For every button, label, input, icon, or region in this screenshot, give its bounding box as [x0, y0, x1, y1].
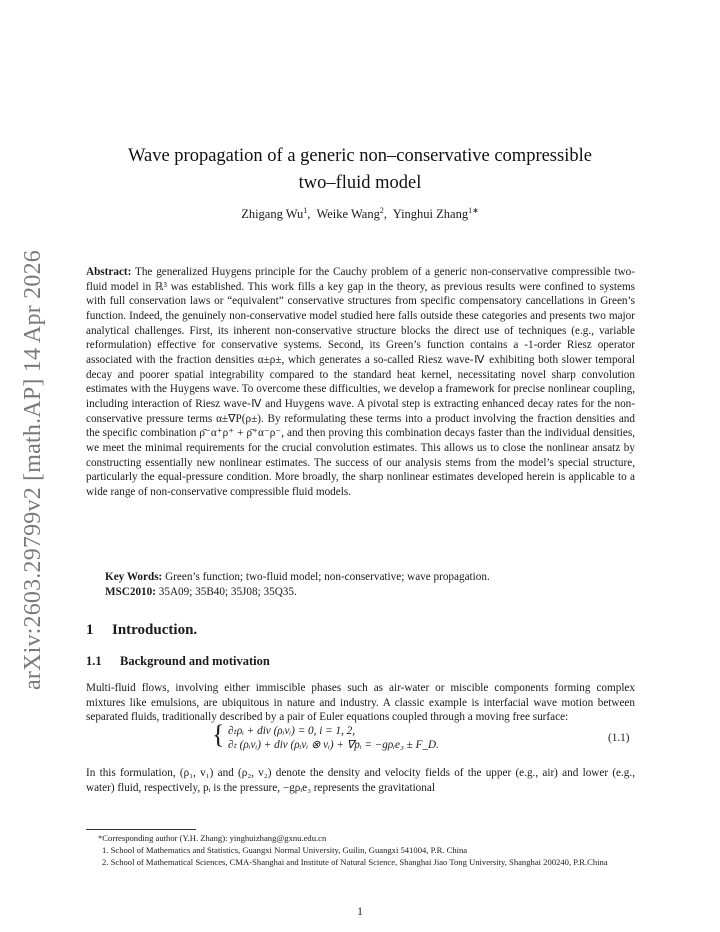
msc-label: MSC2010: — [105, 586, 156, 598]
arxiv-identifier-stamp: arXiv:2603.29799v2 [math.AP] 14 Apr 2026 — [20, 250, 46, 690]
keywords-line — [105, 571, 490, 583]
footnote-affiliation-2: 2. School of Mathematical Sciences, CMA-Shanghai and Institute of Natural Science, Shanghai Jiao Tong University, Shanghai 200240, P.R.China — [102, 857, 608, 867]
footnote-affiliation-1: 1. School of Mathematics and Statistics, Guangxi Normal University, Guilin, Guangxi 541004, P.R. China — [102, 845, 468, 855]
affiliation-mark: 1∗ — [468, 206, 479, 215]
footnote-corresponding-author: *Corresponding author (Y.H. Zhang): yinghuizhang@gxnu.edu.cn — [98, 833, 327, 843]
title-line-1: Wave propagation of a generic non–conservative compressible — [128, 146, 592, 166]
equation-number: (1.1) — [608, 732, 630, 744]
section-heading — [86, 622, 197, 639]
subsection-number: 1.1 — [86, 654, 102, 668]
body-paragraph-1: Multi-fluid flows, involving either immiscible phases such as air-water or miscible components forming complex mixtures like emulsions, are ubiquitous in nature and industry. A classic example is interfacial wave motion between separated fluids, traditionally described by a pair of Euler equations coupled through a moving free surface: — [86, 682, 635, 724]
author-list: Zhigang Wu$^1$, Weike Wang$^2$, Yinghui Zhang$^{1∗}$ — [241, 206, 479, 222]
footnote-rule — [86, 829, 196, 830]
author-name: Yinghui Zhang — [392, 207, 469, 222]
subsection-heading — [86, 654, 270, 669]
body-paragraph-2: In this formulation, (ρ₁, v₁) and (ρ₂, v₂) denote the density and velocity fields of the upper (e.g., air) and lower (e.g., water) fluid, respectively, pᵢ is the pressure, −gρᵢe₃ represents the gravitational — [86, 767, 635, 794]
equation-line-1: ∂ₜρᵢ + div (ρᵢvᵢ) = 0, i = 1, 2, — [228, 725, 356, 737]
author-name: Zhigang Wu — [241, 207, 304, 222]
section-title: Introduction. — [112, 622, 198, 638]
msc-text: 35A09; 35B40; 35J08; 35Q35. — [158, 586, 297, 598]
keywords-text: Green’s function; two-fluid model; non-conservative; wave propagation. — [165, 571, 490, 583]
subsection-title: Background and motivation — [120, 654, 270, 668]
abstract-label: Abstract: — [86, 266, 132, 278]
equation-brace: { — [212, 720, 225, 749]
page-number: 1 — [357, 906, 363, 918]
abstract-text: The generalized Huygens principle for the Cauchy problem of a generic non-conservative compressible two-fluid model in ℝ³ was established. This work fills a key gap in the theory, as previous results were confined to systems with full conservation laws or “equivalent” conservative structures from specific compensatory cancellations in Green’s function. Indeed, the genuinely non-conservative model studied here falls outside these categories and presents two major analytical challenges. First, its inherent non-conservative structure blocks the direct use of techniques (e.g., variable reformulation) effective for conservative systems. Second, its Green’s function contains a -1-order Riesz operator associated with the fraction densities α±ρ±, which generates a so-called Riesz wave-Ⅳ exhibiting both slower temporal decay and poorer spatial integrability compared to the standard heat kernel, necessitating novel sharp convolution estimates with the Huygens wave. To overcome these difficulties, we develop a framework for precise nonlinear coupling, including interaction of Riesz wave-Ⅳ and Huygens wave. A pivotal step is extracting enhanced decay rates for the non-conservative pressure terms α±∇P(ρ±). By reformulating these terms into a product involving the fraction densities and the specific combination ρ̄⁻α⁺ρ⁺ + ρ̄⁺α⁻ρ⁻, and then proving this combination decays faster than the individual densities, we meet the minimal requirements for the crucial convolution estimates. This allows us to close the nonlinear ansatz by constructing essentially new nonlinear estimates. The success of our analysis stems from the model’s special structure, particularly the equal-pressure condition. More broadly, the sharp nonlinear estimates developed herein is applicable to a wide range of non-conservative compressible fluid models. — [86, 266, 635, 498]
section-number: 1 — [86, 622, 94, 638]
msc-line — [105, 586, 297, 598]
paper-title — [100, 143, 620, 197]
author-name: Weike Wang — [316, 207, 380, 222]
affiliation-mark: 2 — [379, 206, 384, 215]
title-line-2: two–fluid model — [298, 173, 422, 193]
keywords-label: Key Words: — [105, 571, 163, 583]
affiliation-mark: 1 — [303, 206, 308, 215]
equation-line-2: ∂ₜ (ρᵢvᵢ) + div (ρᵢvᵢ ⊗ vᵢ) + ∇pᵢ = −gρᵢe₃ ± F_D. — [228, 739, 439, 751]
abstract-block — [86, 265, 635, 500]
